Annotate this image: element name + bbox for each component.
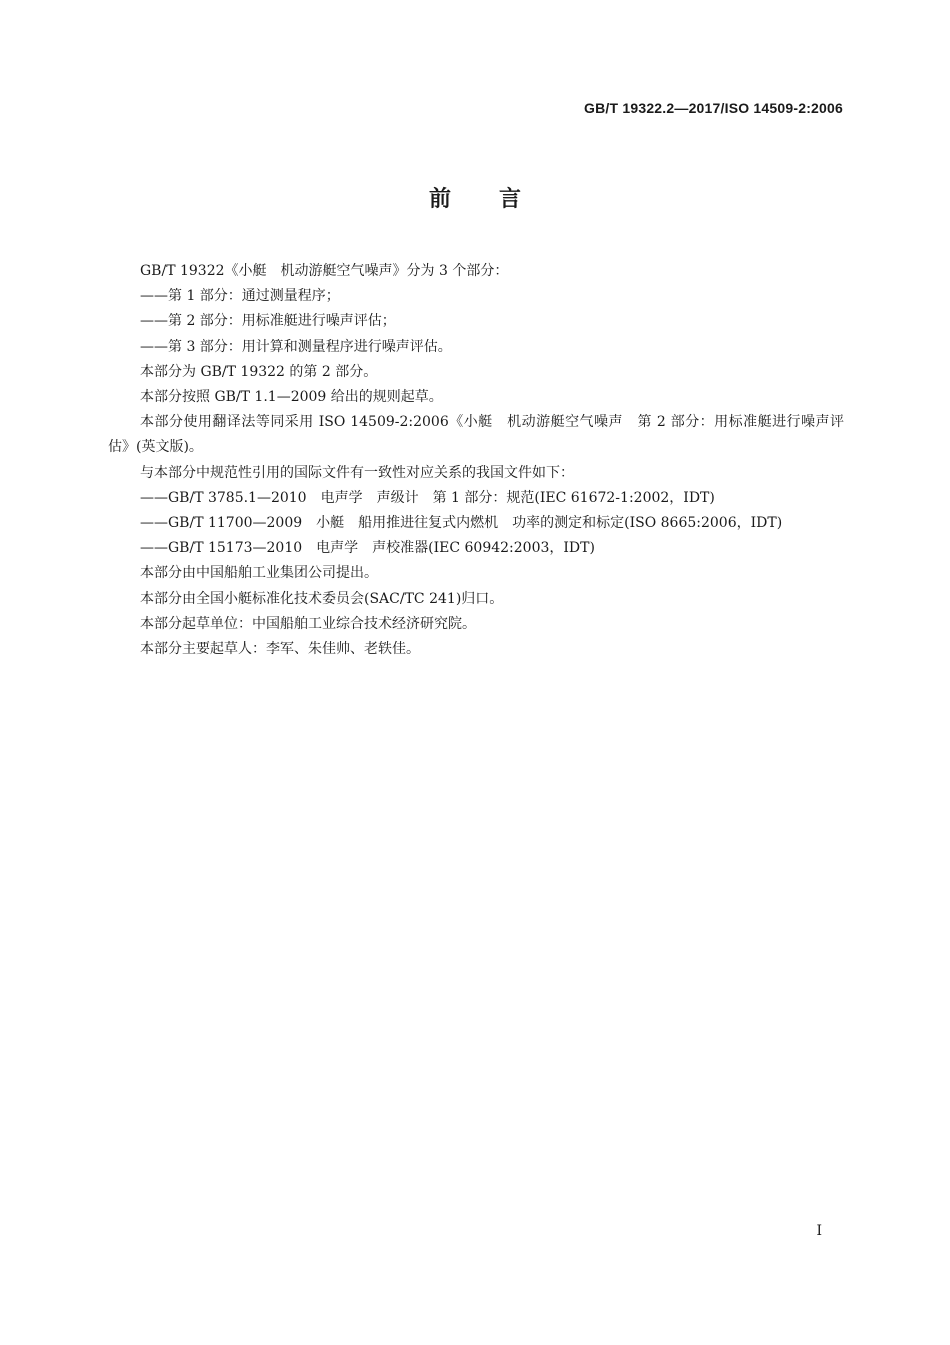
paragraph-parts-intro: GB/T 19322《小艇 机动游艇空气噪声》分为 3 个部分： [140, 263, 509, 279]
list-item-part-3: ——第 3 部分：用计算和测量程序进行噪声评估。 [140, 338, 452, 355]
paragraph-drafting-unit: 本部分起草单位：中国船舶工业综合技术经济研究院。 [140, 615, 476, 632]
list-item-ref-gbt15173: ——GB/T 15173—2010 电声学 声校准器(IEC 60942:2003，IDT) [140, 540, 595, 557]
paragraph-drafters: 本部分主要起草人：李军、朱佳帅、老轶佳。 [140, 641, 420, 658]
standard-code: GB/T 19322.2—2017/ISO 14509-2:2006 [584, 100, 843, 116]
page-title: 前言 [428, 187, 569, 212]
paragraph-adoption: 本部分使用翻译法等同采用 ISO 14509-2:2006《小艇 机动游艇空气噪声 第 2 部分：用标准艇进行噪声评估》(英文版)。 [108, 414, 844, 456]
list-item-ref-gbt11700: ——GB/T 11700—2009 小艇 船用推进往复式内燃机 功率的测定和标定(ISO 8665:2006，IDT) [140, 515, 783, 532]
paragraph-under-jurisdiction: 本部分由全国小艇标准化技术委员会(SAC/TC 241)归口。 [140, 590, 504, 607]
list-item-part-1: ——第 1 部分：通过测量程序； [140, 288, 340, 305]
list-item-part-2: ——第 2 部分：用标准艇进行噪声评估； [140, 313, 396, 330]
paragraph-this-part: 本部分为 GB/T 19322 的第 2 部分。 [140, 363, 378, 380]
paragraph-references-intro: 与本部分中规范性引用的国际文件有一致性对应关系的我国文件如下： [140, 464, 574, 481]
list-item-ref-gbt3785: ——GB/T 3785.1—2010 电声学 声级计 第 1 部分：规范(IEC 61672-1:2002，IDT) [140, 489, 715, 506]
paragraph-drafting-rules: 本部分按照 GB/T 1.1—2009 给出的规则起草。 [140, 389, 443, 406]
page-number: I [816, 1223, 822, 1239]
foreword-body [108, 259, 844, 662]
paragraph-proposed-by: 本部分由中国船舶工业集团公司提出。 [140, 565, 378, 582]
